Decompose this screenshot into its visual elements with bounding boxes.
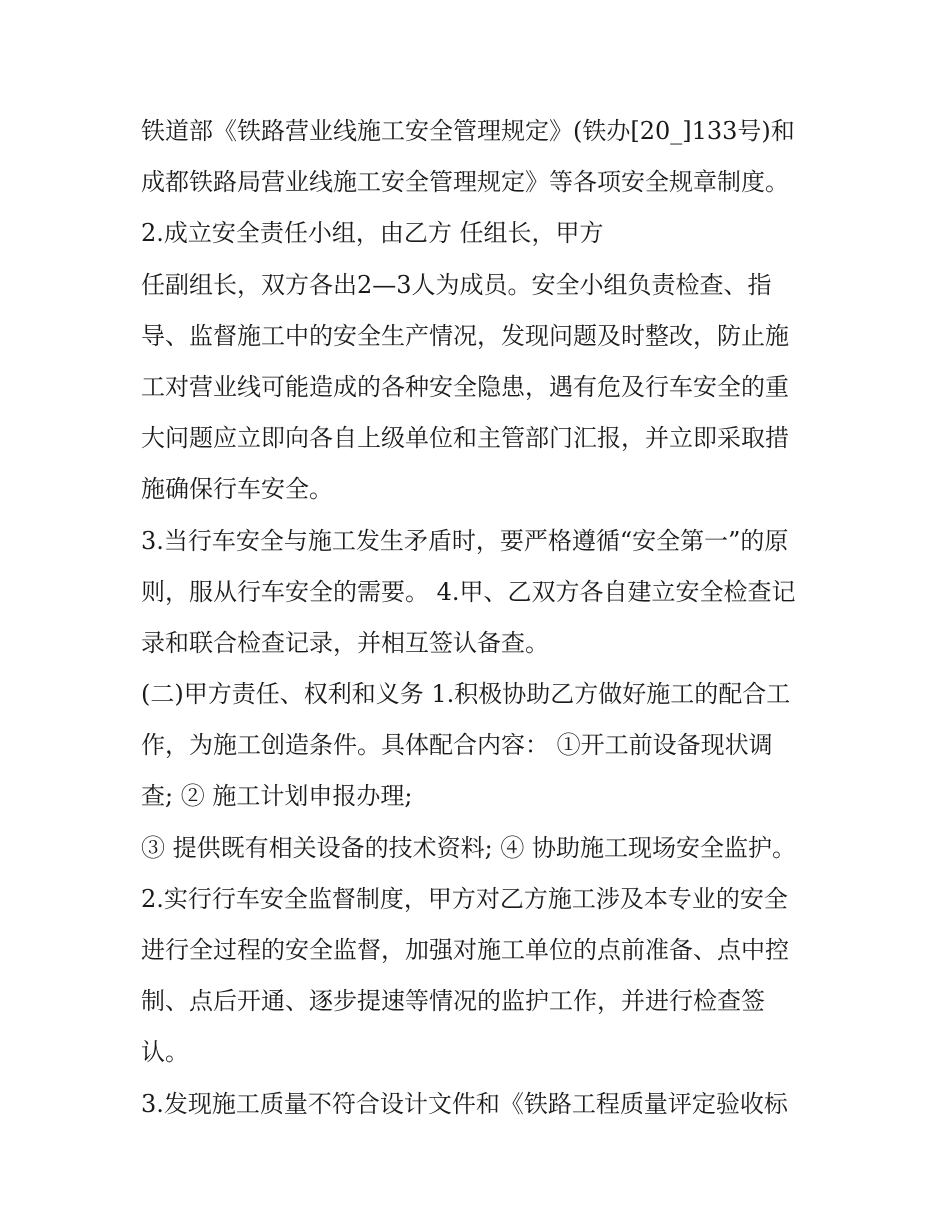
- text-line-11: 录和联合检查记录，并相互签认备查。: [141, 628, 549, 657]
- document-body: [141, 106, 821, 1130]
- text-line-1: 铁道部《铁路营业线施工安全管理规定》(铁办[20_]133号)和: [141, 117, 795, 145]
- text-line-14: 查; ② 施工计划申报办理;: [141, 782, 413, 811]
- text-line-19: 认。: [141, 1038, 189, 1067]
- text-line-18: 制、点后开通、逐步提速等情况的监护工作，并进行检查签: [141, 987, 765, 1016]
- text-line-7: 大问题应立即向各自上级单位和主管部门汇报，并立即采取措: [141, 424, 789, 453]
- text-line-9: 3.当行车安全与施工发生矛盾时，要严格遵循“安全第一”的原: [141, 526, 789, 555]
- text-line-6: 工对营业线可能造成的各种安全隐患，遇有危及行车安全的重: [141, 372, 789, 401]
- text-line-12: (二)甲方责任、权利和义务 1.积极协助乙方做好施工的配合工: [141, 680, 791, 709]
- text-line-16: 2.实行行车安全监督制度，甲方对乙方施工涉及本专业的安全: [141, 884, 788, 913]
- text-line-20: 3.发现施工质量不符合设计文件和《铁路工程质量评定验收标: [141, 1089, 788, 1118]
- text-line-13: 作，为施工创造条件。具体配合内容： ①开工前设备现状调: [141, 731, 773, 760]
- text-line-8: 施确保行车安全。: [141, 475, 333, 504]
- text-line-4: 任副组长，双方各出2—3人为成员。安全小组负责检查、指: [141, 270, 772, 299]
- text-line-17: 进行全过程的安全监督，加强对施工单位的点前准备、点中控: [141, 936, 789, 964]
- text-line-5: 导、监督施工中的安全生产情况，发现问题及时整改，防止施: [141, 321, 789, 350]
- text-line-15: ③ 提供既有相关设备的技术资料; ④ 协助施工现场安全监护。: [141, 833, 796, 862]
- text-line-2: 成都铁路局营业线施工安全管理规定》等各项安全规章制度。: [141, 168, 789, 197]
- text-line-10: 则，服从行车安全的需要。 4.甲、乙双方各自建立安全检查记: [141, 577, 796, 606]
- text-line-3: 2.成立安全责任小组，由乙方 任组长，甲方: [141, 219, 604, 248]
